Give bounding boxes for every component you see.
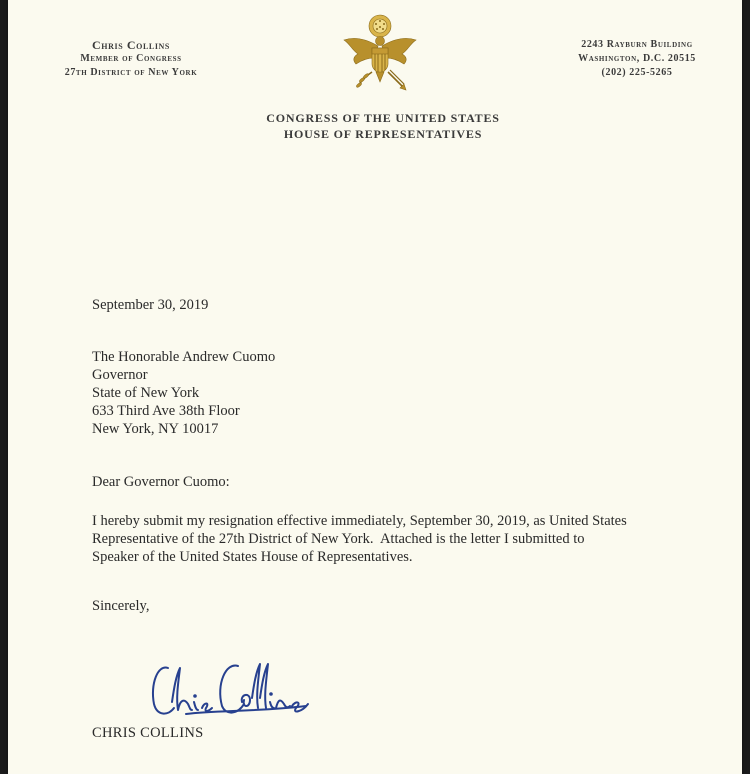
salutation: Dear Governor Cuomo: (92, 474, 230, 490)
member-name: Chris Collins (92, 38, 170, 52)
recipient-address (92, 348, 275, 438)
office-address: 2243 Rayburn Building (581, 39, 693, 50)
house-seal-icon (338, 10, 422, 96)
recipient-line: 633 Third Ave 38th Floor (92, 403, 240, 419)
letter-body (92, 512, 692, 566)
recipient-line: Governor (92, 367, 148, 383)
member-district: 27th District of New York (64, 67, 198, 78)
member-title: Member of Congress (80, 53, 182, 64)
signer-name: CHRIS COLLINS (92, 725, 204, 741)
recipient-line: New York, NY 10017 (92, 421, 219, 437)
letterhead-line-1: CONGRESS OF THE UNITED STATES (266, 111, 500, 125)
body-line: Representative of the 27th District of New York. Attached is the letter I submitted to (92, 531, 585, 547)
letter-page (8, 0, 742, 774)
recipient-line: State of New York (92, 385, 200, 401)
letterhead-line-2: HOUSE OF REPRESENTATIVES (283, 127, 483, 141)
letter-date: September 30, 2019 (92, 297, 209, 313)
member-header (36, 38, 226, 80)
office-header (548, 38, 726, 80)
body-line: I hereby submit my resignation effective immediately, September 30, 2019, as United States (92, 513, 627, 529)
office-city: Washington, D.C. 20515 (578, 53, 696, 64)
closing: Sincerely, (92, 598, 150, 614)
office-phone: (202) 225-5265 (601, 67, 673, 78)
recipient-line: The Honorable Andrew Cuomo (92, 349, 276, 365)
letterhead-title (198, 110, 568, 142)
handwritten-signature (146, 654, 316, 728)
body-line: Speaker of the United States House of Representatives. (92, 549, 413, 565)
